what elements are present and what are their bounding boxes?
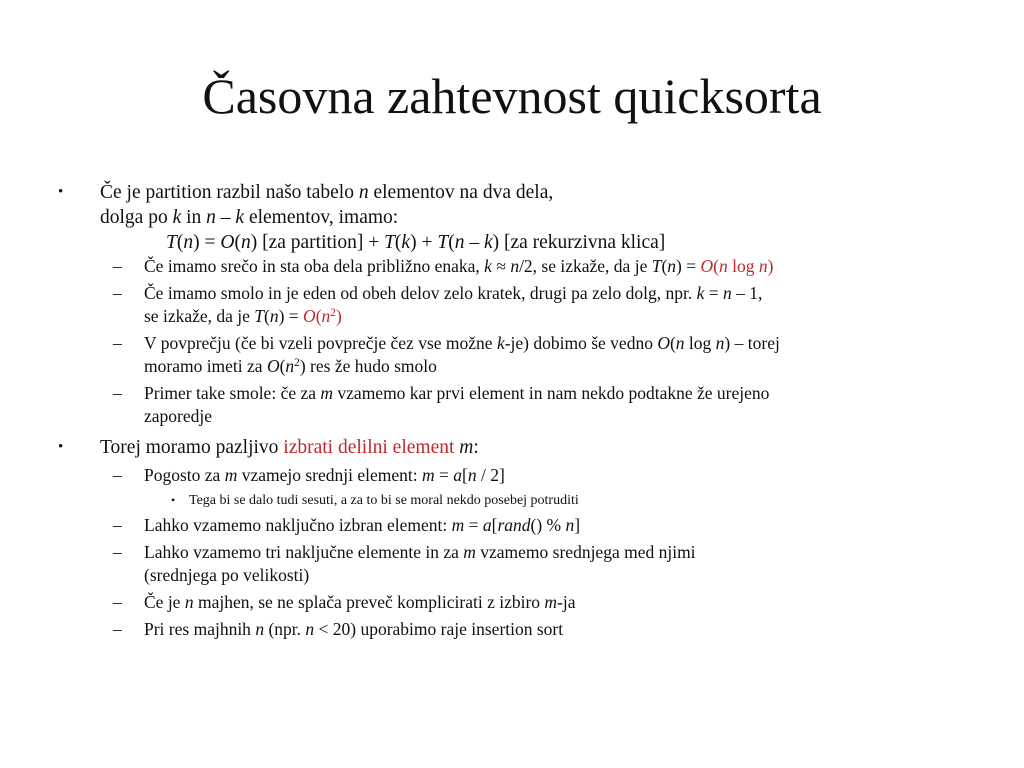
text-run: ( xyxy=(264,306,270,326)
text-run: ) = xyxy=(193,232,221,253)
highlighted-text: n xyxy=(718,256,728,276)
text-run: m xyxy=(320,383,334,403)
dash-marker: – xyxy=(113,256,122,276)
text-run: Če imamo srečo in sta oba dela približno enaka, xyxy=(144,256,485,276)
highlighted-text: O xyxy=(700,256,714,276)
text-run: T xyxy=(437,232,449,253)
text-run: T xyxy=(166,232,177,253)
text-run: a xyxy=(453,465,463,485)
bullet-continuation xyxy=(58,405,958,428)
text-run: n xyxy=(358,182,369,203)
text-run: n xyxy=(269,306,279,326)
text-run: -ja xyxy=(557,592,576,612)
text-run: log xyxy=(684,333,716,353)
text-run: elementov, imamo: xyxy=(244,207,399,228)
highlighted-text: n xyxy=(758,256,768,276)
slide-body xyxy=(58,180,958,641)
text-run: V povprečju (če bi vzeli povprečje čez vse možne xyxy=(144,333,497,353)
text-run: in xyxy=(181,207,207,228)
text-run: 2 xyxy=(294,356,300,369)
text-run: () % xyxy=(530,515,566,535)
text-run: ] xyxy=(574,515,581,535)
bullet-level-1 xyxy=(58,180,958,205)
text-run: -je) dobimo še vedno xyxy=(504,333,658,353)
text-run: m xyxy=(451,515,465,535)
text-run: Torej moramo pazljivo xyxy=(100,437,284,458)
highlighted-text: O xyxy=(303,306,316,326)
text-run: T xyxy=(254,306,265,326)
text-run: n xyxy=(183,232,194,253)
bullet-continuation xyxy=(58,305,958,328)
bullet-level-1 xyxy=(58,435,958,460)
text-run: elementov na dva dela, xyxy=(368,182,554,203)
text-run: ) = xyxy=(278,306,304,326)
text-run: ≈ xyxy=(491,256,511,276)
text-run: Če je partition razbil našo tabelo xyxy=(100,182,359,203)
text-run: T xyxy=(384,232,395,253)
text-run: n xyxy=(565,515,575,535)
text-run: O xyxy=(657,333,670,353)
text-run: m xyxy=(544,592,558,612)
text-run: [ xyxy=(491,515,498,535)
highlighted-text: ) xyxy=(767,256,774,276)
bullet-marker: • xyxy=(58,439,64,455)
text-run: (npr. xyxy=(264,619,306,639)
text-run: dolga po xyxy=(100,207,173,228)
highlighted-text: ( xyxy=(713,256,719,276)
bullet-level-2 xyxy=(58,282,958,305)
text-run: / 2] xyxy=(476,465,505,485)
text-run: k xyxy=(172,207,182,228)
text-run: Tega bi se dalo tudi sesuti, a za to bi se moral nekdo posebej potruditi xyxy=(189,493,579,508)
bullet-level-2 xyxy=(58,332,958,355)
text-run: n xyxy=(722,283,732,303)
formula-line xyxy=(58,230,958,255)
text-run: ( xyxy=(669,333,676,353)
text-run: m xyxy=(224,465,238,485)
text-run: T xyxy=(651,256,662,276)
text-run: = xyxy=(434,465,454,485)
text-run: n xyxy=(285,356,295,376)
text-run: Če imamo smolo in je eden od obeh delov zelo kratek, drugi pa zelo dolg, npr. xyxy=(144,283,697,303)
text-run: ) – torej xyxy=(724,333,780,353)
text-run: ( xyxy=(448,232,455,253)
text-run: Pogosto za xyxy=(144,465,225,485)
text-run: (srednjega po velikosti) xyxy=(144,565,310,585)
text-run: n xyxy=(454,232,465,253)
bullet-level-2 xyxy=(58,514,958,537)
text-run: Lahko vzamemo tri naključne elemente in za xyxy=(144,542,464,562)
text-run: n xyxy=(305,619,315,639)
text-run: [ xyxy=(462,465,468,485)
text-run: – xyxy=(464,232,484,253)
text-run: moramo imeti za xyxy=(144,356,267,376)
text-run: vzamemo srednjega med njimi xyxy=(475,542,696,562)
text-run: k xyxy=(235,207,245,228)
bullet-level-2 xyxy=(58,464,958,487)
bullet-level-2 xyxy=(58,255,958,278)
text-run: n xyxy=(715,333,725,353)
text-run: ( xyxy=(176,232,184,253)
dash-marker: – xyxy=(113,542,122,562)
dash-marker: – xyxy=(113,383,122,403)
text-run: n xyxy=(240,232,251,253)
text-run: = xyxy=(704,283,723,303)
text-run: vzamemo kar prvi element in nam nekdo podtakne že urejeno xyxy=(333,383,770,403)
bullet-level-2 xyxy=(58,618,958,641)
text-run: k xyxy=(484,256,492,276)
text-run: a xyxy=(482,515,492,535)
highlighted-text: 2 xyxy=(330,306,336,319)
text-run: vzamejo srednji element: xyxy=(237,465,422,485)
text-run: /2, se izkaže, da je xyxy=(519,256,652,276)
text-run: k xyxy=(401,232,411,253)
text-run: ( xyxy=(394,232,402,253)
text-run: – xyxy=(215,207,236,228)
text-run: n xyxy=(206,207,216,228)
bullet-marker: • xyxy=(171,493,176,507)
text-run: O xyxy=(220,232,235,253)
text-run: n xyxy=(667,256,677,276)
text-run: ) [za partition] + xyxy=(250,232,385,253)
bullet-level-2 xyxy=(58,541,958,564)
bullet-continuation xyxy=(58,355,958,378)
text-run: m xyxy=(463,542,476,562)
bullet-level-3 xyxy=(58,491,958,510)
dash-marker: – xyxy=(113,515,122,535)
text-run: Če je xyxy=(144,592,185,612)
text-run: ) + xyxy=(410,232,438,253)
text-run: Pri res majhnih xyxy=(144,619,256,639)
text-run: n xyxy=(255,619,265,639)
dash-marker: – xyxy=(113,619,122,639)
highlighted-text: log xyxy=(727,256,759,276)
text-run: n xyxy=(184,592,194,612)
highlighted-text: ( xyxy=(315,306,322,326)
text-run: – 1, xyxy=(731,283,763,303)
text-run: n xyxy=(675,333,685,353)
text-run: majhen, se ne splača preveč komplicirati z izbiro xyxy=(193,592,545,612)
text-run: n xyxy=(510,256,520,276)
text-run: k xyxy=(483,232,493,253)
text-run: = xyxy=(464,515,483,535)
highlighted-text: n xyxy=(321,306,331,326)
text-run: Lahko vzamemo naključno izbran element: xyxy=(144,515,452,535)
text-run: ( xyxy=(661,256,668,276)
bullet-level-2 xyxy=(58,591,958,614)
text-run: ) [za rekurzivna klica] xyxy=(492,232,666,253)
text-run: O xyxy=(266,356,280,376)
text-run: m xyxy=(459,437,474,458)
dash-marker: – xyxy=(113,333,122,353)
text-run: < 20) uporabimo raje insertion sort xyxy=(314,619,564,639)
text-run: : xyxy=(473,437,479,458)
text-run: ( xyxy=(234,232,241,253)
text-run: Primer take smole: če za xyxy=(144,383,321,403)
text-run: k xyxy=(496,333,505,353)
highlighted-text: ) xyxy=(335,306,342,326)
slide-title: Časovna zahtevnost quicksorta xyxy=(202,68,822,124)
text-run: se izkaže, da je xyxy=(144,306,255,326)
bullet-continuation xyxy=(58,564,958,587)
dash-marker: – xyxy=(113,283,122,303)
bullet-continuation xyxy=(58,205,958,230)
text-run: m xyxy=(422,465,435,485)
text-run: rand xyxy=(497,515,531,535)
highlighted-text: izbrati delilni element xyxy=(283,437,455,458)
text-run: n xyxy=(467,465,477,485)
text-run: ( xyxy=(279,356,286,376)
bullet-marker: • xyxy=(58,184,64,200)
bullet-level-2 xyxy=(58,382,958,405)
text-run: zaporedje xyxy=(144,406,213,426)
text-run: ) res že hudo smolo xyxy=(299,356,437,376)
dash-marker: – xyxy=(113,592,122,612)
dash-marker: – xyxy=(113,465,122,485)
text-run: ) = xyxy=(676,256,701,276)
text-run: k xyxy=(696,283,705,303)
